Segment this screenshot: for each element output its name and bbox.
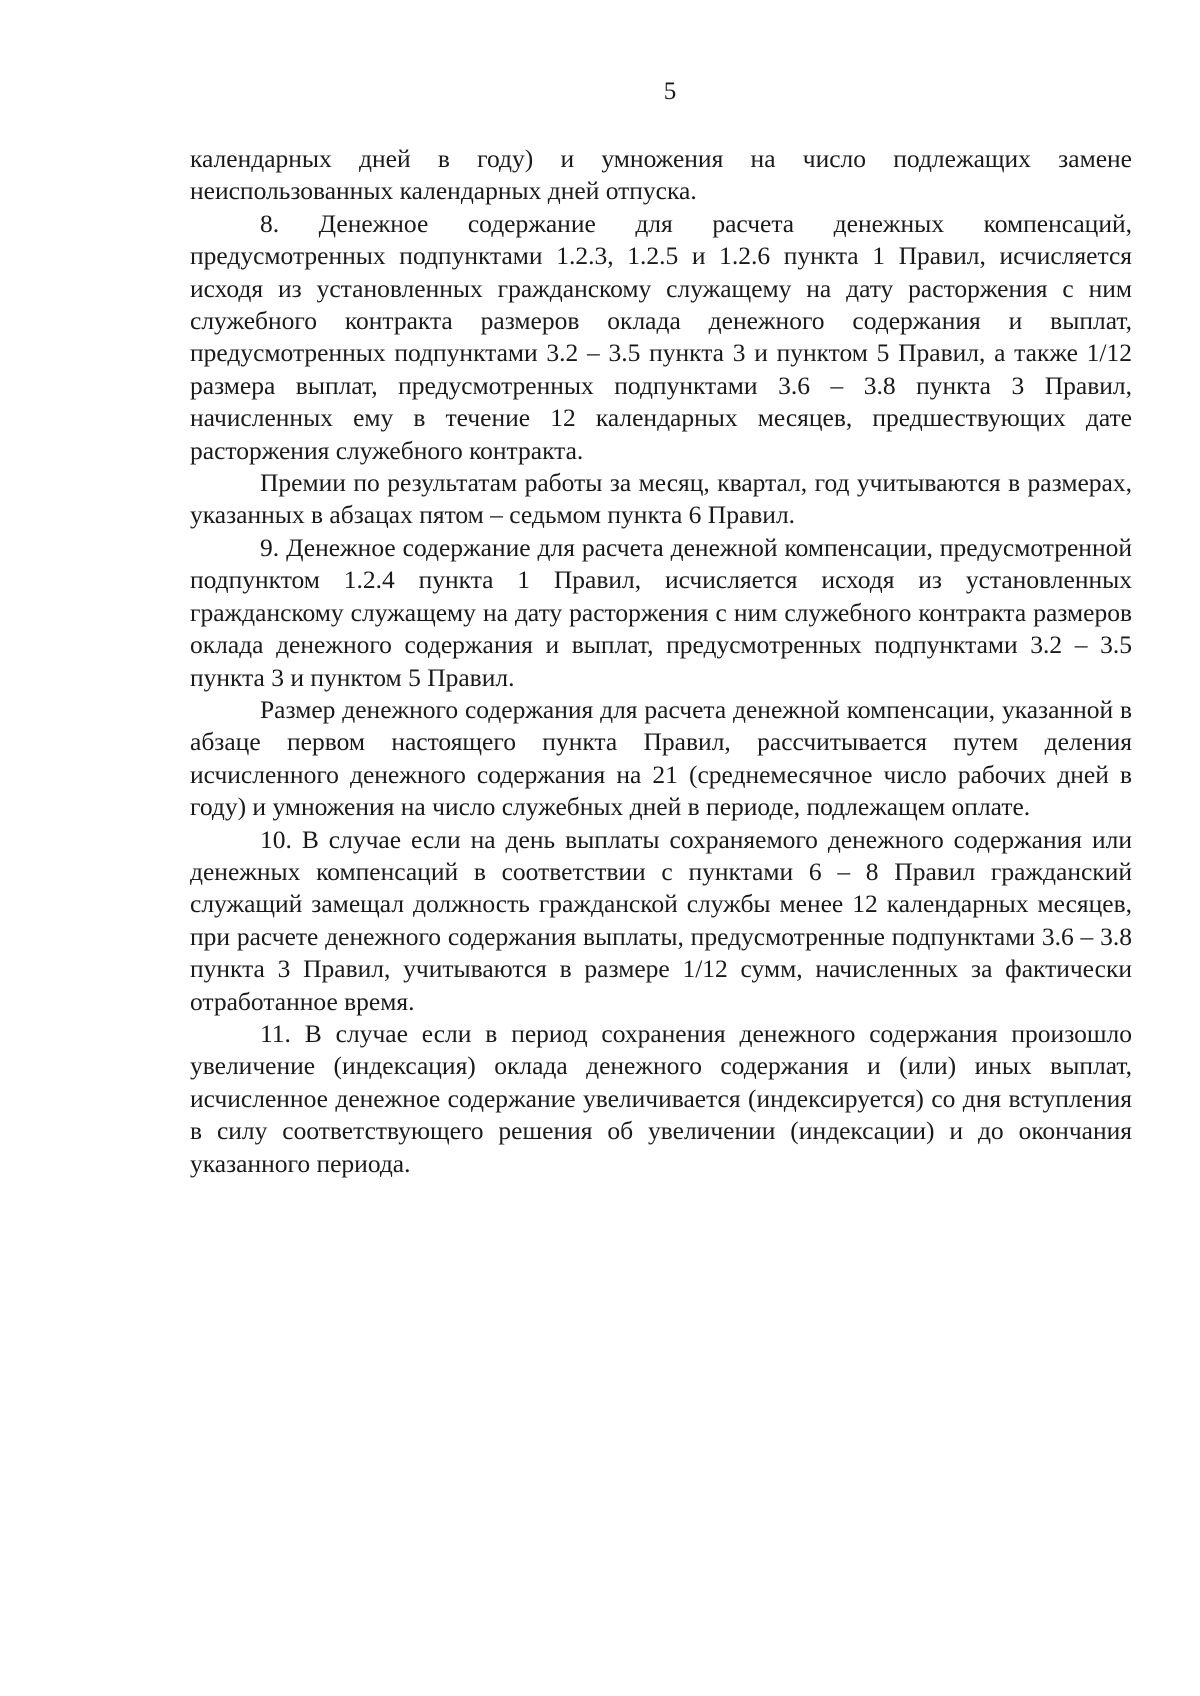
document-body bbox=[190, 143, 1132, 1180]
page-number: 5 bbox=[663, 78, 677, 105]
paragraph-item-8: 8. Денежное содержание для расчета денежных компенсаций, предусмотренных подпунктами 1.2.3, 1.2.5 и 1.2.6 пункта 1 Правил, исчисляется исходя из установленных гражданскому служащему на дату расторжения с ним служебного контракта размеров оклада денежного содержания и выплат, предусмотренных подпунктами 3.2 – 3.5 пункта 3 и пунктом 5 Правил, а также 1/12 размера выплат, предусмотренных подпунктами 3.6 – 3.8 пункта 3 Правил, начисленных ему в течение 12 календарных месяцев, предшествующих дате расторжения служебного контракта. bbox=[190, 208, 1132, 465]
paragraph-bonuses: Премии по результатам работы за месяц, квартал, год учитываются в размерах, указанных в абзацах пятом – седьмом пункта 6 Правил. bbox=[190, 468, 1132, 530]
paragraph-item-9: 9. Денежное содержание для расчета денежной компенсации, предусмотренной подпунктом 1.2.4 пункта 1 Правил, исчисляется исходя из установленных гражданскому служащему на дату расторжения с ним служебного контракта размеров оклада денежного содержания и выплат, предусмотренных подпунктами 3.2 – 3.5 пункта 3 и пунктом 5 Правил. bbox=[190, 532, 1132, 692]
paragraph-continuation: календарных дней в году) и умножения на число подлежащих замене неиспользованных календарных дней отпуска. bbox=[190, 144, 1132, 206]
paragraph-item-10: 10. В случае если на день выплаты сохраняемого денежного содержания или денежных компенсаций в соответствии с пунктами 6 – 8 Правил гражданский служащий замещал должность гражданской службы менее 12 календарных месяцев, при расчете денежного содержания выплаты, предусмотренные подпунктами 3.6 – 3.8 пункта 3 Правил, учитываются в размере 1/12 сумм, начисленных за фактически отработанное время. bbox=[190, 824, 1132, 1016]
paragraph-compensation-size: Размер денежного содержания для расчета денежной компенсации, указанной в абзаце первом настоящего пункта Правил, рассчитывается путем деления исчисленного денежного содержания на 21 (среднемесячное число рабочих дней в году) и умножения на число служебных дней в периоде, подлежащем оплате. bbox=[190, 694, 1132, 822]
paragraph-item-11: 11. В случае если в период сохранения денежного содержания произошло увеличение (индексация) оклада денежного содержания и (или) иных выплат, исчисленное денежное содержание увеличивается (индексируется) со дня вступления в силу соответствующего решения об увеличении (индексации) и до окончания указанного периода. bbox=[190, 1018, 1132, 1178]
